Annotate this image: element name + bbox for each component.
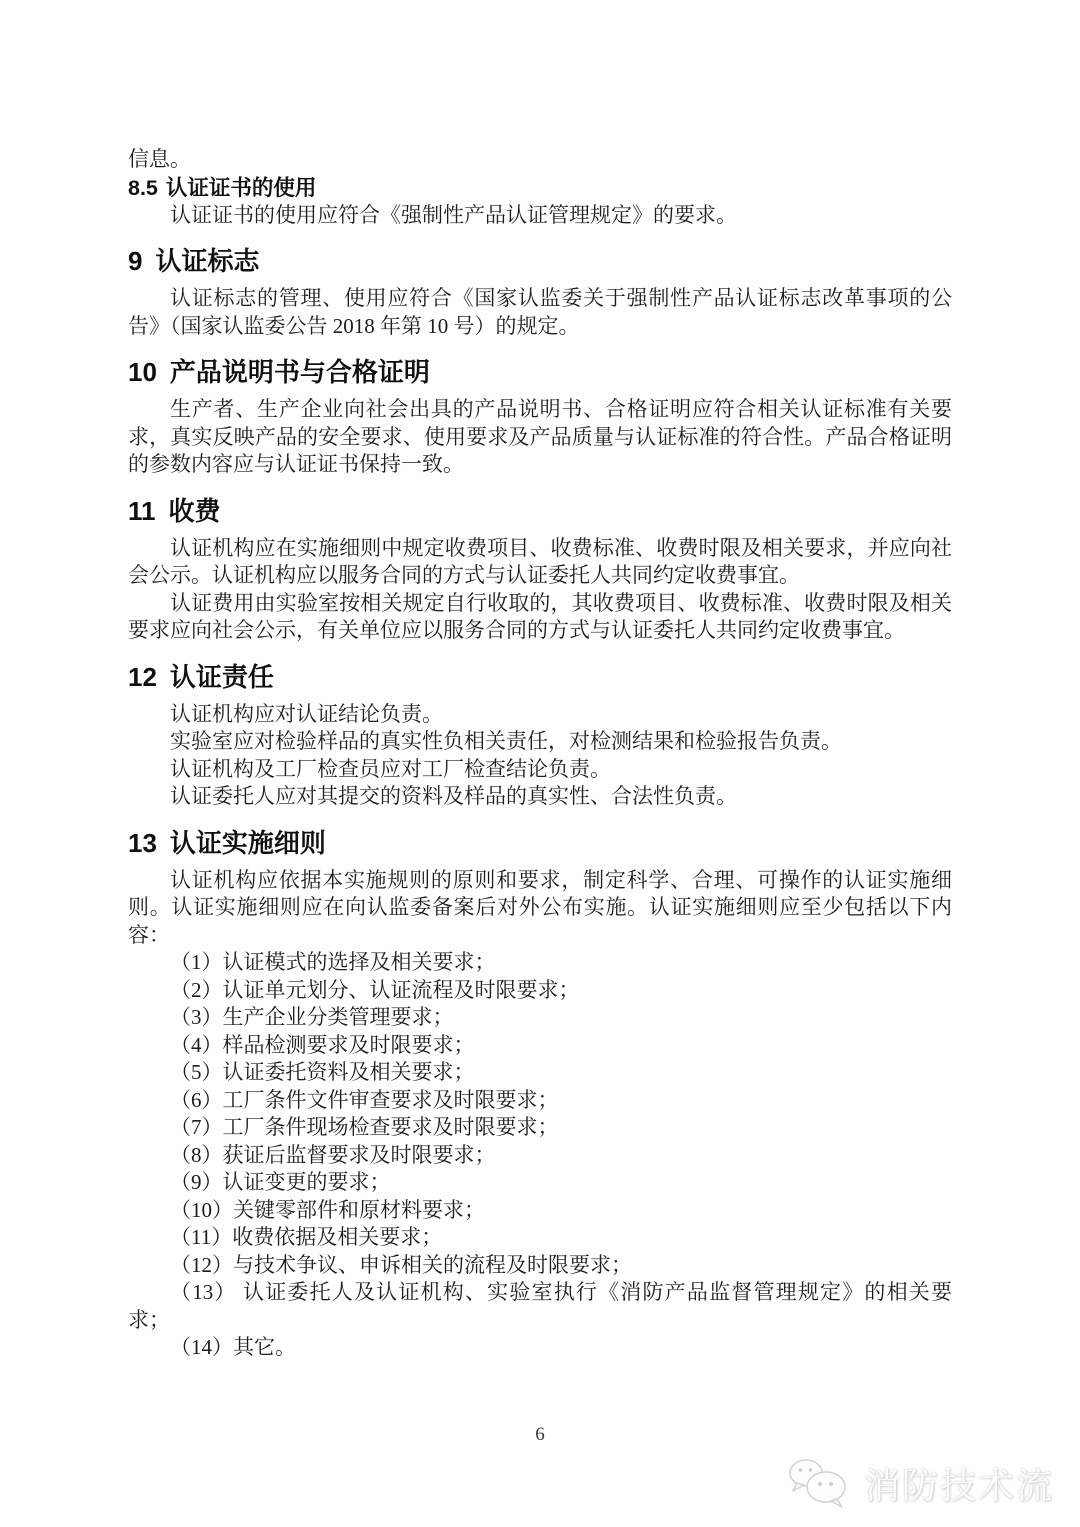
list-item: （12）与技术争议、申诉相关的流程及时限要求； (170, 1252, 632, 1277)
section-10-paragraph: 生产者、生产企业向社会出具的产品说明书、合格证明应符合相关认证标准有关要求，真实反映产品的安全要求、使用要求及产品质量与认证标准的符合性。产品合格证明的参数内容应与认证证书保持一致。 (128, 397, 952, 476)
list-item: （7）工厂条件现场检查要求及时限要求； (170, 1115, 559, 1139)
section-12-paragraph: 认证机构应对认证结论负责。 (170, 701, 443, 726)
section-12-paragraph: 认证委托人应对其提交的资料及样品的真实性、合法性负责。 (170, 784, 737, 808)
section-title: 收费 (168, 495, 221, 526)
section-12-paragraph: 实验室应对检验样品的真实性负相关责任，对检测结果和检验报告负责。 (170, 729, 842, 753)
section-12-paragraph: 认证机构及工厂检查员应对工厂检查结论负责。 (170, 756, 611, 781)
list-item: （11）收费依据及相关要求； (170, 1225, 443, 1249)
section-11-paragraph: 认证机构应在实施细则中规定收费项目、收费标准、收费时限及相关要求，并应向社会公示。认证机构应以服务合同的方式与认证委托人共同约定收费事宜。 (128, 535, 952, 587)
list-item: （8）获证后监督要求及时限要求； (170, 1142, 496, 1167)
list-item: （4）样品检测要求及时限要求； (170, 1032, 475, 1057)
section-title: 认证实施细则 (169, 827, 326, 858)
list-item: （9）认证变更的要求； (170, 1170, 391, 1194)
section-number: 9 (128, 246, 143, 276)
subsection-8-5-body: 认证证书的使用应符合《强制性产品认证管理规定》的要求。 (170, 202, 737, 227)
section-title: 认证责任 (169, 661, 274, 692)
section-11-paragraph: 认证费用由实验室按相关规定自行收取的，其收费项目、收费标准、收费时限及相关要求应向社会公示，有关单位应以服务合同的方式与认证委托人共同约定收费事宜。 (128, 590, 952, 642)
section-13-heading (128, 826, 952, 860)
list-item: （14）其它。 (170, 1335, 296, 1359)
section-13-paragraph: 认证机构应依据本实施规则的原则和要求，制定科学、合理、可操作的认证实施细则。认证实施细则应在向认监委备案后对外公布实施。认证实施细则应至少包括以下内容： (128, 867, 952, 947)
section-title: 产品说明书与合格证明 (169, 357, 430, 387)
list-item: （13） 认证委托人及认证机构、实验室执行《消防产品监督管理规定》的相关要求； (128, 1280, 952, 1332)
watermark (786, 1456, 1054, 1510)
section-title: 认证标志 (155, 246, 260, 276)
section-number: 10 (128, 357, 157, 387)
requirement-list (128, 949, 952, 1362)
page-number: 6 (535, 1424, 545, 1445)
leading-fragment: 信息。 (128, 147, 191, 171)
list-item: （10）关键零部件和原材料要求； (170, 1197, 485, 1222)
subsection-8-5-heading (128, 174, 952, 202)
wechat-icon (786, 1456, 852, 1510)
section-number: 13 (128, 827, 157, 858)
list-item: （5）认证委托资料及相关要求； (170, 1060, 475, 1084)
subsection-number: 8.5 (128, 175, 158, 200)
list-item: （1）认证模式的选择及相关要求； (170, 950, 496, 974)
list-item: （2）认证单元划分、认证流程及时限要求； (170, 977, 580, 1002)
section-number: 12 (128, 661, 157, 692)
section-12-heading (128, 660, 952, 694)
list-item: （6）工厂条件文件审查要求及时限要求； (170, 1087, 559, 1112)
section-number: 11 (128, 495, 156, 526)
section-11-heading (128, 494, 952, 528)
list-item: （3）生产企业分类管理要求； (170, 1005, 454, 1029)
watermark-label: 消防技术流 (863, 1464, 1054, 1506)
section-9-heading (128, 244, 952, 278)
section-9-paragraph: 认证标志的管理、使用应符合《国家认监委关于强制性产品认证标志改革事项的公告》（国家认监委公告 2018 年第 10 号）的规定。 (128, 286, 952, 338)
section-10-heading (128, 355, 952, 389)
subsection-title: 认证证书的使用 (165, 175, 317, 200)
